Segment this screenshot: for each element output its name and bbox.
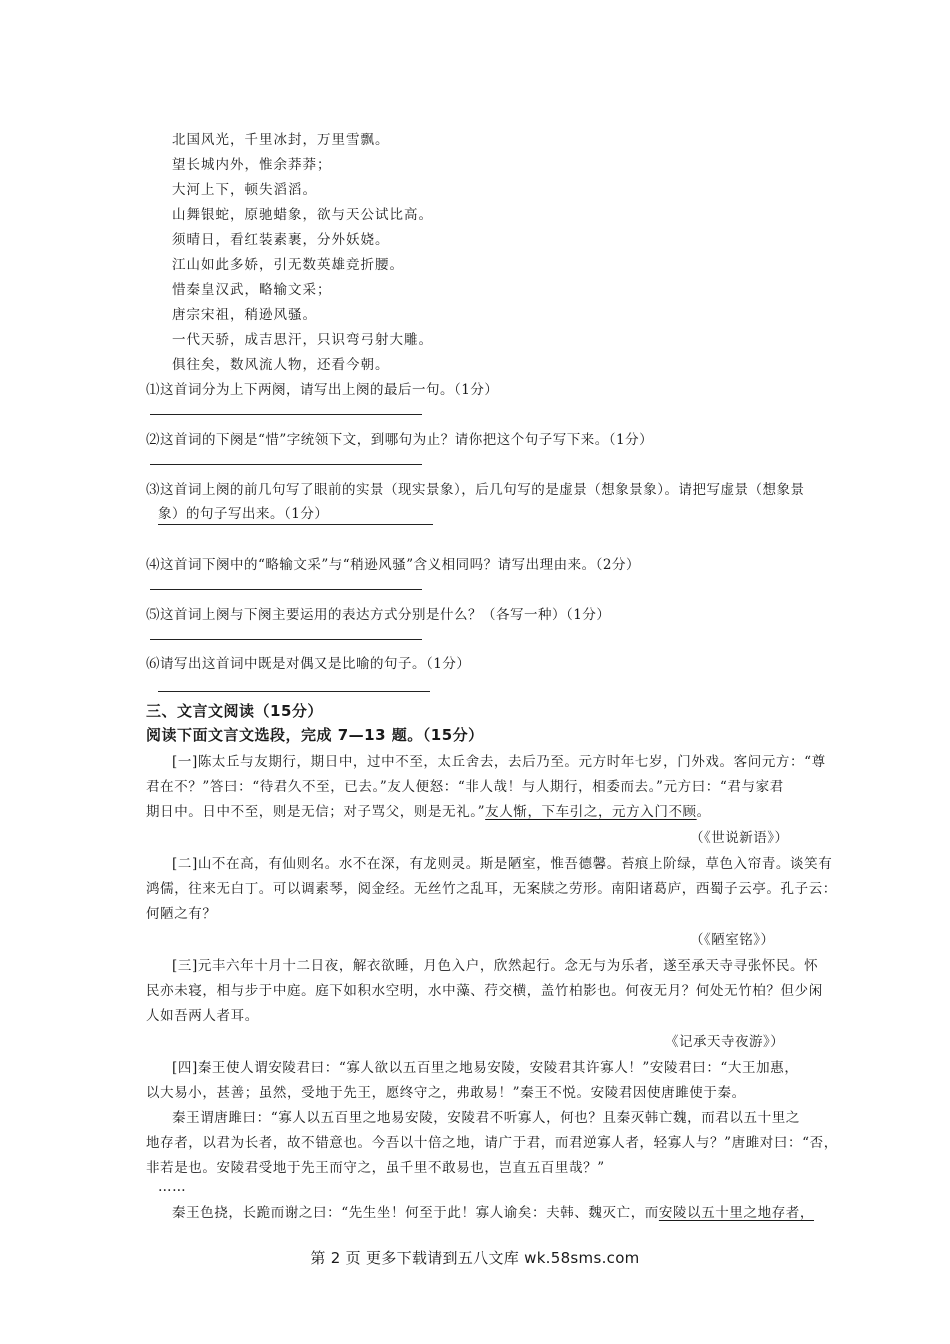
- underlined-sentence: 友人惭，下车引之，元方入门不顾: [485, 804, 697, 820]
- passage-3-line: [三]元丰六年十月十二日夜，解衣欲睡，月色入户，欣然起行。念无与为乐者，遂至承天寺寻张怀民。怀: [172, 958, 819, 974]
- section-title: 三、文言文阅读（15分）: [146, 702, 323, 720]
- answer-line-2[interactable]: [150, 464, 422, 465]
- poem-line: 山舞银蛇，原驰蜡象，欲与天公试比高。: [172, 207, 433, 223]
- passage-4-line: 地存者，以君为长者，故不错意也。今吾以十倍之地，请广于君，而君逆寡人者，轻寡人与？”唐雎对曰：“否，: [146, 1135, 838, 1151]
- question-1: ⑴这首词分为上下两阕，请写出上阕的最后一句。（1分）: [146, 382, 499, 398]
- passage-2-line: 鸿儒，往来无白丁。可以调素琴，阅金经。无丝竹之乱耳，无案牍之劳形。南阳诸葛庐，西蜀子云亭。孔子云：: [146, 881, 837, 897]
- page-footer: 第 2 页 更多下载请到五八文库 wk.58sms.com: [310, 1249, 640, 1267]
- poem-line: 江山如此多娇，引无数英雄竞折腰。: [172, 257, 404, 273]
- answer-line-6[interactable]: [158, 691, 430, 692]
- answer-line-1[interactable]: [150, 414, 422, 415]
- poem-line: 惜秦皇汉武，略输文采；: [172, 282, 332, 298]
- poem-line: 唐宗宋祖，稍逊风骚。: [172, 307, 317, 323]
- answer-line-4[interactable]: [150, 589, 422, 590]
- passage-4-line: 非若是也。安陵君受地于先王而守之，虽千里不敢易也，岂直五百里哉？”: [146, 1160, 605, 1176]
- question-3-line-2: 象）的句子写出来。（1分）: [158, 506, 329, 522]
- poem-line: 须晴日，看红装素裹，分外妖娆。: [172, 232, 390, 248]
- source-citation: （《陋室铭》）: [690, 932, 775, 948]
- answer-line-5[interactable]: [150, 639, 422, 640]
- passage-4-line: [四]秦王使人谓安陵君曰：“寡人欲以五百里之地易安陵，安陵君其许寡人！”安陵君曰：“大王加惠，: [172, 1060, 799, 1076]
- ellipsis: ……: [158, 1179, 187, 1195]
- poem-line: 大河上下，顿失滔滔。: [172, 182, 317, 198]
- poem-line: 俱往矣，数风流人物，还看今朝。: [172, 357, 390, 373]
- answer-line-3[interactable]: [158, 524, 433, 525]
- passage-1-punct: 。: [696, 804, 711, 820]
- passage-1-line: [一]陈太丘与友期行，期日中，过中不至，太丘舍去，去后乃至。元方时年七岁，门外戏。客问元方：“尊: [172, 754, 826, 770]
- poem-line: 北国风光，千里冰封，万里雪飘。: [172, 132, 390, 148]
- passage-3-line: 民亦未寝，相与步于中庭。庭下如积水空明，水中藻、荇交横，盖竹柏影也。何夜无月？何处无竹柏？但少闲: [146, 983, 823, 999]
- passage-2-line: [二]山不在高，有仙则名。水不在深，有龙则灵。斯是陋室，惟吾德馨。苔痕上阶绿，草色入帘青。谈笑有: [172, 856, 833, 872]
- passage-1-line: [146, 800, 711, 820]
- question-2: ⑵这首词的下阕是“惜”字统领下文，到哪句为止？请你把这个句子写下来。（1分）: [146, 432, 654, 448]
- source-citation: 《记承天寺夜游》）: [665, 1034, 785, 1050]
- section-instruction: 阅读下面文言文选段，完成 7—13 题。（15分）: [146, 726, 484, 744]
- question-6: ⑹请写出这首词中既是对偶又是比喻的句子。（1分）: [146, 656, 471, 672]
- question-4: ⑷这首词下阕中的“略输文采”与“稍逊风骚”含义相同吗？请写出理由来。（2分）: [146, 557, 640, 573]
- passage-1-line: 君在不？”答曰：“待君久不至，已去。”友人便怒：“非人哉！与人期行，相委而去。”元方曰：“君与家君: [146, 779, 784, 795]
- passage-4-line: 秦王谓唐雎曰：“寡人以五百里之地易安陵，安陵君不听寡人，何也？且秦灭韩亡魏，而君以五十里之: [172, 1110, 800, 1126]
- passage-4-line: 以大易小，甚善；虽然，受地于先王，愿终守之，弗敢易！”秦王不悦。安陵君因使唐雎使于秦。: [146, 1085, 746, 1101]
- passage-4-text: 秦王色挠，长跪而谢之曰：“先生坐！何至于此！寡人谕矣：夫韩、魏灭亡，而: [172, 1205, 659, 1221]
- passage-3-line: 人如吾两人者耳。: [146, 1008, 259, 1024]
- source-citation: （《世说新语》）: [690, 830, 789, 846]
- passage-1-text: 期日中。日中不至，则是无信；对子骂父，则是无礼。”: [146, 804, 486, 820]
- poem-line: 望长城内外，惟余莽莽；: [172, 157, 332, 173]
- poem-line: 一代天骄，成吉思汗，只识弯弓射大雕。: [172, 332, 433, 348]
- passage-2-line: 何陋之有？: [146, 906, 217, 922]
- question-3-line-1: ⑶这首词上阕的前几句写了眼前的实景（现实景象），后几句写的是虚景（想象景象）。请把写虚景（想象景: [146, 482, 805, 498]
- question-5: ⑸这首词上阕与下阕主要运用的表达方式分别是什么？（各写一种）（1分）: [146, 607, 611, 623]
- underlined-sentence: 安陵以五十里之地存者，: [658, 1205, 815, 1221]
- passage-4-line: [172, 1201, 814, 1221]
